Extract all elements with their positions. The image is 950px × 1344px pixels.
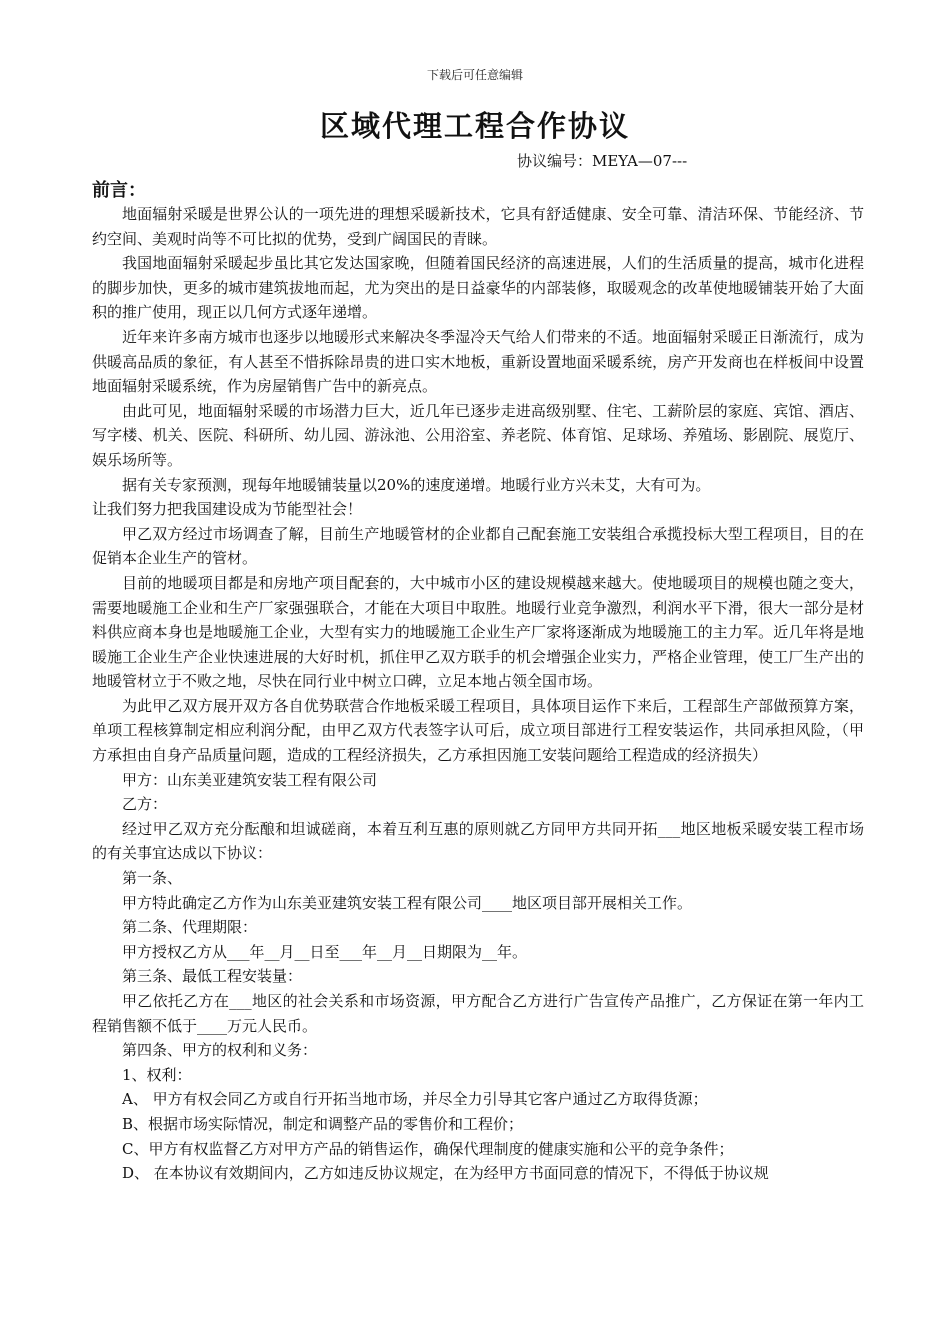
download-note: 下载后可任意编辑 <box>426 68 523 82</box>
paragraph: 让我们努力把我国建设成为节能型社会！ <box>92 500 363 519</box>
preface-heading: 前言： <box>92 180 146 201</box>
paragraph: 甲乙依托乙方在___地区的社会关系和市场资源，甲方配合乙方进行广告宣传产品推广，乙方保证在第一年内工程销售额不低于____万元人民币。 <box>92 992 864 1035</box>
article-heading: 第一条、 <box>122 869 183 888</box>
article-heading: 第二条、代理期限： <box>122 918 258 937</box>
agreement-number: 协议编号：MEYA—07--- <box>517 152 688 170</box>
list-item: A、 甲方有权会同乙方或自行开拓当地市场，并尽全力引导其它客户通过乙方取得货源； <box>122 1090 708 1109</box>
document-title: 区域代理工程合作协议 <box>319 109 630 143</box>
paragraph: 目前的地暖项目都是和房地产项目配套的，大中城市小区的建设规模越来越大。使地暖项目的规模也随之变大，需要地暖施工企业和生产厂家强强联合，才能在大项目中取胜。地暖行业竞争激烈，利润水平下滑，很大一部分是材料供应商本身也是地暖施工企业，大型有实力的地暖施工企业生产厂家将逐渐成为地暖施工的主力军。近几年将是地暖施工企业生产企业快速进展的大好时机，抓住甲乙双方联手的机会增强企业实力，严格企业管理，使工厂生产出的地暖管材立于不败之地，尽快在同行业中树立口碑，立足本地占领全国市场。 <box>92 573 864 691</box>
paragraph: 据有关专家预测，现每年地暖铺装量以20%的速度递增。地暖行业方兴未艾，大有可为。 <box>122 475 711 494</box>
document-body <box>92 202 864 1186</box>
paragraph: 由此可见，地面辐射采暖的市场潜力巨大，近几年已逐步走进高级别墅、住宅、工薪阶层的家庭、宾馆、酒店、写字楼、机关、医院、科研所、幼儿园、游泳池、公用浴室、养老院、体育馆、足球场、养殖场、影剧院、展览厅、娱乐场所等。 <box>92 401 864 469</box>
paragraph: 经过甲乙双方充分酝酿和坦诚磋商，本着互利互惠的原则就乙方同甲方共同开拓___地区地板采暖安装工程市场的有关事宜达成以下协议： <box>92 819 864 863</box>
paragraph: 甲方特此确定乙方作为山东美亚建筑安装工程有限公司____地区项目部开展相关工作。 <box>122 893 693 912</box>
paragraph: 为此甲乙双方展开双方各自优势联营合作地板采暖工程项目，具体项目运作下来后，工程部生产部做预算方案，单项工程核算制定相应利润分配，由甲乙双方代表签字认可后，成立项目部进行工程安装运作，共同承担风险，（甲方承担由自身产品质量问题，造成的工程经济损失，乙方承担因施工安装问题给工程造成的经济损失） <box>92 696 864 765</box>
article-heading: 第四条、甲方的权利和义务： <box>122 1041 318 1060</box>
paragraph: 甲乙双方经过市场调查了解，目前生产地暖管材的企业都自己配套施工安装组合承揽投标大型工程项目，目的在促销本企业生产的管材。 <box>92 524 864 568</box>
paragraph: 甲方授权乙方从___年__月__日至___年__月__日期限为__年。 <box>122 942 528 961</box>
list-item: C、甲方有权监督乙方对甲方产品的销售运作，确保代理制度的健康实施和公平的竞争条件； <box>122 1139 734 1158</box>
list-item: B、根据市场实际情况，制定和调整产品的零售价和工程价； <box>122 1114 524 1133</box>
paragraph: 地面辐射采暖是世界公认的一项先进的理想采暖新技术，它具有舒适健康、安全可靠、清洁环保、节能经济、节约空间、美观时尚等不可比拟的优势，受到广阔国民的青睐。 <box>92 205 864 248</box>
party-b-line: 乙方： <box>122 795 168 814</box>
paragraph: 近年来许多南方城市也逐步以地暖形式来解决冬季湿冷天气给人们带来的不适。地面辐射采暖正日渐流行，成为供暖高品质的象征，有人甚至不惜拆除昂贵的进口实木地板，重新设置地面采暖系统，房产开发商也在样板间中设置地面辐射采暖系统，作为房屋销售广告中的新亮点。 <box>92 327 864 396</box>
paragraph: 我国地面辐射采暖起步虽比其它发达国家晚，但随着国民经济的高速进展，人们的生活质量的提高，城市化进程的脚步加快，更多的城市建筑拔地而起，尤为突出的是日益豪华的内部装修，取暖观念的改革使地暖铺装开始了大面积的推广使用，现正以几何方式逐年递增。 <box>92 254 864 322</box>
party-a-line: 甲方：山东美亚建筑安装工程有限公司 <box>122 770 378 789</box>
sub-heading: 1、权利： <box>122 1065 192 1084</box>
article-heading: 第三条、最低工程安装量： <box>122 967 303 986</box>
list-item: D、 在本协议有效期间内，乙方如违反协议规定，在为经甲方书面同意的情况下，不得低于协议规 <box>122 1164 769 1183</box>
